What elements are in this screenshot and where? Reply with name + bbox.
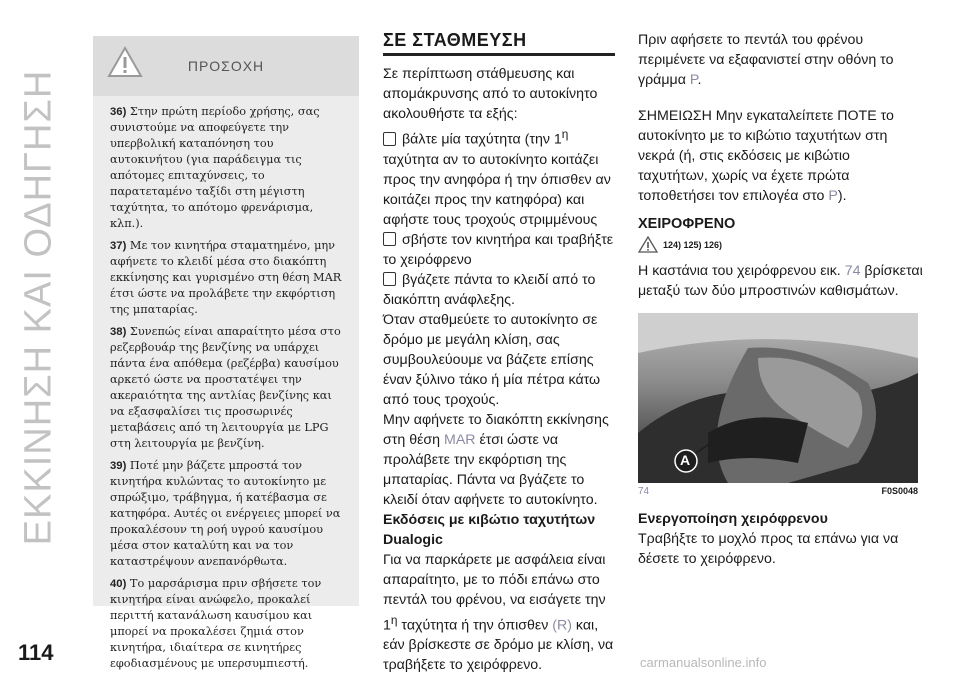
activation-text: Τραβήξτε το μοχλό προς τα επάνω για να δέσετε το χειρόφρενο. (638, 531, 899, 567)
bullet-text: βγάζετε πάντα το κλειδί από το διακόπτη ανάφλεξης. (383, 271, 596, 308)
bullet-text: σβήστε τον κινητήρα και τραβήξτε το χειρόφρενο (383, 231, 614, 268)
dualogic-title-1: Εκδόσεις με κιβώτιο ταχυτήτων (383, 511, 596, 528)
checkbox-bullet-icon (383, 132, 396, 146)
dualogic-title-2: Dualogic (383, 531, 443, 548)
p-reference: P (689, 72, 698, 88)
text-run: και, εάν βρίσκεστε σε δρόμο με κλίση, να τραβήξετε το χειρόφρενο. (383, 617, 614, 674)
parking-title: ΣΕ ΣΤΑΘΜΕΥΣΗ (383, 30, 615, 56)
parking-bullet-2 (383, 230, 615, 270)
warning-item-text: Το μαρσάρισμα πριν σβήσετε τον κινητήρα είναι ανώφελο, προκαλεί περιττή κατανάλωση καυσίμου και μπορεί να προκαλέσει ζημιά στον κινητήρα, ιδιαίτερα σε κινητήρες εφοδιασμένους με υπερσυμπιεστή. (110, 577, 322, 670)
figure-code: F0S0048 (881, 486, 918, 496)
superscript: η (390, 612, 398, 627)
warning-item-text: Με τον κινητήρα σταματημένο, μην αφήνετε το κλειδί μέσα στο διακόπτη εκκίνησης και γυρισμένο στη θέση MAR έτσι ώστε να προλάβετε την εκφόρτιση της μπαταρίας. (110, 239, 342, 316)
warning-body (93, 96, 359, 672)
p-reference: P (828, 188, 838, 204)
warning-item-40 (110, 576, 347, 672)
warning-item-number: 38) (110, 326, 127, 338)
warning-triangle-icon (107, 46, 143, 78)
warning-box (93, 36, 359, 670)
reverse-reference: (R) (552, 617, 572, 634)
warning-item-text: Ποτέ μην βάζετε μπροστά τον κινητήρα κυλώντας το αυτοκίνητο με σπρώξιμο, τράβηγμα, ή κατέβασμα σε κατηφόρα. Αυτές οι ενέργειες μπορεί να προκαλέσουν τη ροή υγρού καυσίμου μέσα στον καταλύτη και να τον καταστρέψουν ανεπανόρθωτα. (110, 459, 341, 568)
watermark: carmanualsonline.info (640, 655, 767, 670)
text-run: Για να παρκάρετε με ασφάλεια είναι απαραίτητο, με το πόδι επάνω στο πεντάλ του φρένου, να εισάγετε την 1 (383, 551, 606, 634)
figure-label-a: A (680, 452, 691, 468)
handbrake-location-text (638, 261, 923, 301)
page-number: 114 (18, 640, 54, 665)
handbrake-title: ΧΕΙΡΟΦΡΕΝΟ (638, 216, 736, 232)
spacer (638, 206, 923, 216)
bullet-text: βάλτε μία ταχύτητα (την 1 (402, 131, 562, 148)
checkbox-bullet-icon (383, 272, 396, 286)
side-title-text: ΕΚΚΙΝΗΣΗ ΚΑΙ ΟΔΗΓΗΣΗ (17, 69, 60, 545)
brake-pedal-text (638, 30, 923, 90)
warning-item-36 (110, 104, 347, 232)
warning-item-38 (110, 324, 347, 452)
parking-bullet-3 (383, 270, 615, 310)
warning-item-text: Στην πρώτη περίοδο χρήσης, σας συνιστούμε να αποφεύγετε την υπερβολική καταπόνηση του αυτοκινήτου (για παράδειγμα τις απότομες επιταχύνσεις, το παρατεταμένο ταξίδι στη μέγιστη ταχύτητα, το απότομο φρενάρισμα, κλπ.). (110, 105, 320, 230)
text-run: Πριν αφήσετε το πεντάλ του φρένου περιμένετε να εξαφανιστεί στην οθόνη το γράμμα (638, 32, 894, 88)
handbrake-column (638, 30, 923, 569)
checkbox-bullet-icon (383, 232, 396, 246)
warning-item-number: 40) (110, 578, 127, 590)
side-section-title (4, 12, 74, 602)
warning-title: ΠΡΟΣΟΧΗ (187, 58, 265, 74)
warning-item-37 (110, 238, 347, 318)
parking-column (383, 30, 615, 675)
text-run: ). (837, 188, 847, 204)
warning-triangle-icon (638, 236, 658, 253)
warning-item-number: 37) (110, 240, 127, 252)
warning-refs (638, 236, 923, 253)
text-run: Μην αφήνετε το διακόπτη εκκίνησης στη θέση (383, 411, 609, 448)
figure-caption (638, 486, 918, 497)
spacer (638, 497, 923, 509)
text-run: ταχύτητα ή την όπισθεν (397, 617, 553, 634)
warning-header (93, 36, 359, 96)
superscript: η (561, 127, 569, 141)
text-run: ΣΗΜΕΙΩΣΗ Μην εγκαταλείπετε ΠΟΤΕ το αυτοκίνητο με το κιβώτιο ταχυτήτων στη νεκρά (ή, στις εκδόσεις με κιβώτιο ταχυτήτων, χωρίς να έχετε πρώτα τοποθετήσει τον επιλογέα στο (638, 108, 894, 204)
figure-reference: 74 (844, 263, 861, 279)
mar-reference: MAR (444, 431, 476, 448)
warning-item-text: Συνεπώς είναι απαραίτητο μέσα στο ρεζερβουάρ της βενζίνης να υπάρχει πάντα ένα απόθεμα (ρεζέρβα) καυσίμου αρκετό ώστε να προστατέψει την ακεραιότητα της αντλίας βενζίνης και να εξασφαλίσει τις προσωρινές μεταβάσεις από τη λειτουργία με LPG στη λειτουργία με βενζίνη. (110, 325, 341, 450)
parking-slope-text: Όταν σταθμεύετε το αυτοκίνητο σε δρόμο με μεγάλη κλίση, σας συμβουλεύουμε να βάζετε επίσης έναν ξύλινο τάκο ή μία πέτρα κάτω από τους τροχούς. (383, 311, 601, 408)
text-run: Η καστάνια του χειρόφρενου εικ. (638, 263, 845, 279)
note-text (638, 106, 923, 206)
text-run: βρίσκεται μεταξύ των δύο μπροστινών καθισμάτων. (638, 263, 923, 299)
warning-item-39 (110, 458, 347, 570)
spacer (638, 90, 923, 106)
figure-number: 74 (638, 486, 650, 497)
parking-intro: Σε περίπτωση στάθμευσης και απομάκρυνσης από το αυτοκίνητο ακολουθήστε τα εξής: (383, 66, 598, 122)
parking-key-text (383, 410, 615, 510)
bullet-text: ταχύτητα αν το αυτοκίνητο κοιτάζει προς την ανηφόρα ή την όπισθεν αν κοιτάζει προς την κατηφόρα) και αφήστε τους τροχούς στριμμένους (383, 151, 611, 228)
text-run: έτσι ώστε να προλάβετε την εκφόρτιση της μπαταρίας. Πάντα να βγάζετε το κλειδί όταν αφήνετε το αυτοκίνητο. (383, 431, 598, 508)
dualogic-text (383, 550, 615, 676)
activation-title: Ενεργοποίηση χειρόφρενου (638, 511, 828, 527)
warning-refs-text: 124) 125) 126) (663, 239, 723, 250)
handbrake-photo (638, 313, 918, 483)
text-run: . (697, 72, 702, 88)
warning-item-number: 39) (110, 460, 127, 472)
warning-item-number: 36) (110, 106, 127, 118)
parking-bullet-1 (383, 124, 615, 230)
